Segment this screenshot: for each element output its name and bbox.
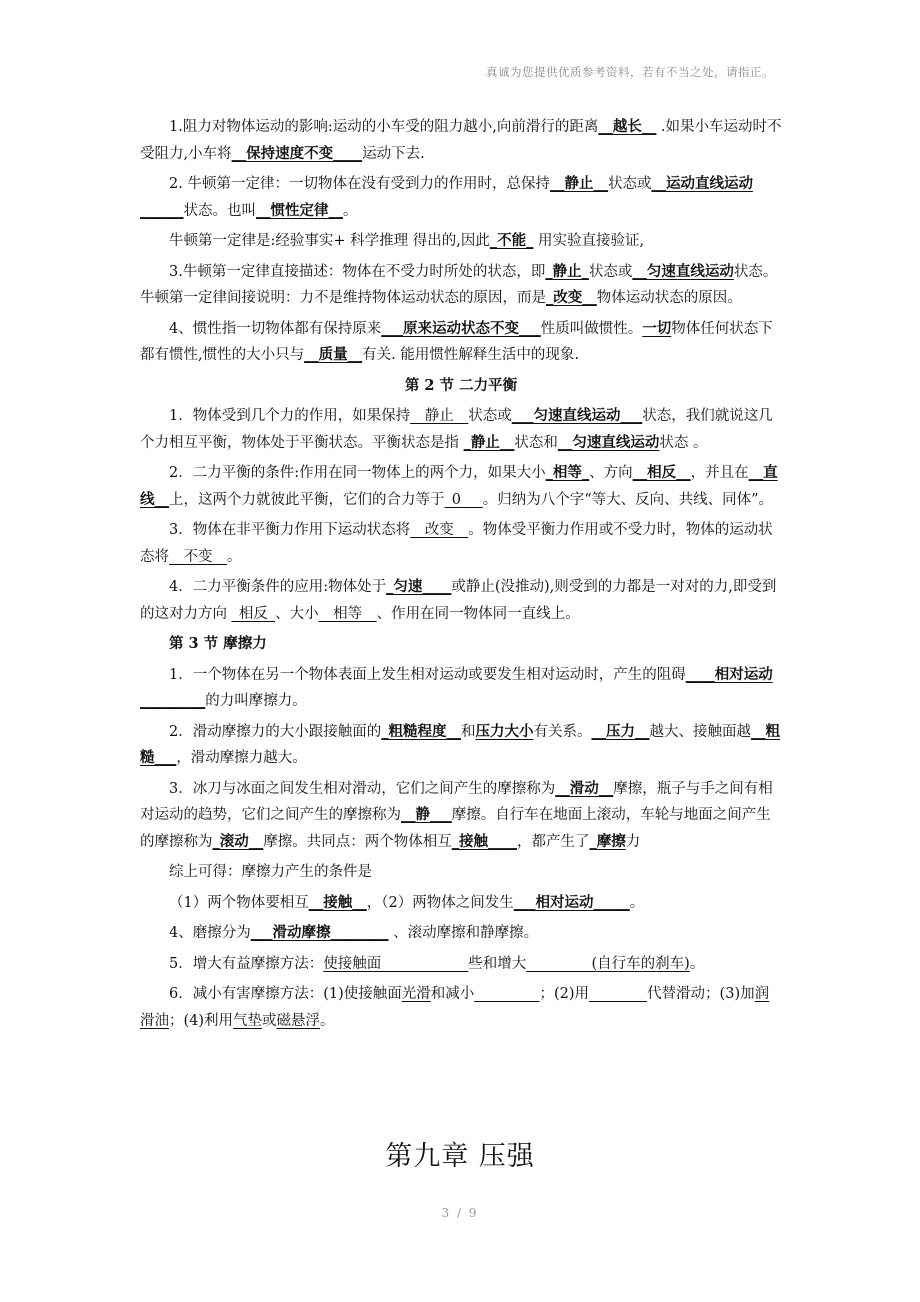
answer-blank: _静止__	[463, 433, 515, 451]
text-run: 。	[629, 894, 645, 911]
text-run: 6．减小有害摩擦方法：(1)使接触面	[169, 986, 402, 1002]
answer-blank: _滚动__	[212, 832, 264, 850]
text-run: 5．增大有益摩擦方法：	[169, 955, 324, 972]
text-run: ；(2)用	[539, 986, 590, 1002]
text-run: 摩擦，瓶子与手之间有相对运动的趋势，它们之间产生的摩擦称为	[140, 780, 773, 823]
text-run: ，滑动摩擦力越大。	[176, 750, 307, 766]
answer-blank: __粗糙___	[140, 722, 780, 766]
text-run: 。	[689, 955, 705, 972]
paragraph	[140, 259, 782, 312]
section-heading	[140, 373, 782, 400]
chapter-title: 第九章 压强	[385, 1141, 535, 1172]
answer-blank: ___滑动摩擦________	[250, 924, 389, 941]
text-run: 摩擦。共同点：两个物体相互	[263, 833, 452, 850]
text-run: 物体运动状态的原因。	[596, 290, 742, 306]
answer-blank: _接触____	[451, 832, 517, 850]
text-run: 越大、接触面越	[649, 723, 751, 740]
answer-blank: 一切	[642, 319, 672, 337]
answer-blank: ________	[589, 986, 648, 1002]
answer-blank: _0___	[444, 491, 483, 508]
header-note: 真诚为您提供优质参考资料，若有不当之处，请指正。	[486, 65, 774, 79]
answer-blank: __滑动__	[555, 779, 614, 797]
answer-blank: _________	[474, 986, 540, 1002]
answer-blank: __运动直线运动______	[140, 175, 753, 219]
answer-blank: 润滑油	[140, 986, 770, 1029]
answer-blank: 气垫	[233, 1012, 263, 1029]
text-run: 性质叫做惯性。	[540, 320, 643, 337]
text-run: 、方向	[589, 465, 633, 481]
text-run: 状态，我们就说这几个力相互平衡，物体处于平衡状态。平衡状态是指	[140, 408, 773, 451]
paragraph	[140, 890, 782, 917]
answer-blank: _粗糙程度__	[381, 722, 461, 740]
paragraph	[140, 574, 782, 627]
paragraph	[140, 951, 782, 978]
paragraph	[140, 460, 782, 513]
answer-blank: __相等__	[318, 605, 377, 622]
answer-blank: __压力__	[591, 722, 650, 740]
answer-blank: _________	[526, 955, 592, 972]
answer-blank: __越长__	[598, 118, 657, 135]
text-run: 状态。牛顿第一定律间接说明：力不是维持物体运动状态的原因，而是	[140, 263, 778, 306]
text-run: 的力叫摩擦力。	[205, 693, 307, 709]
answer-blank: ___原来运动状态不变___	[381, 319, 541, 337]
answer-blank: __匀速直线运动	[632, 262, 734, 280]
text-run: ，（2）两物体之间发生	[366, 894, 514, 911]
answer-blank: _相反_	[231, 605, 276, 622]
text-run: 运动下去.	[362, 145, 425, 162]
answer-blank: 光滑	[401, 986, 431, 1002]
text-run: 。	[343, 202, 358, 219]
text-run: 状态或	[468, 408, 512, 424]
paragraph	[140, 719, 782, 772]
text-run: 状态或	[588, 263, 633, 280]
text-run: 、大小	[275, 605, 319, 622]
text-run: 2. 牛顿第一定律：一切物体在没有受到力的作用时，总保持	[169, 176, 550, 192]
paragraph	[140, 517, 782, 570]
answer-blank: ___相对运动_____	[513, 893, 630, 911]
text-run: 些和增大	[468, 955, 527, 972]
text-run: 4、磨擦分为	[169, 925, 251, 941]
answer-blank: __接触__	[308, 893, 367, 911]
text-run: 状态或	[607, 176, 652, 192]
answer-blank: _不能_	[489, 232, 534, 249]
text-run: 综上可得：摩擦力产生的条件是	[169, 864, 372, 880]
answer-blank: 压力大小	[475, 722, 534, 740]
text-run: 有关系。	[533, 723, 592, 740]
text-run: 状态和	[514, 434, 558, 451]
page-number: 3 / 9	[441, 1206, 479, 1220]
text-run: 和	[460, 723, 476, 740]
answer-blank: ___匀速直线运动___	[511, 407, 643, 424]
text-run: 1．物体受到几个力的作用，如果保持	[169, 408, 411, 424]
paragraph	[140, 981, 782, 1034]
text-run: 3．冰刀与冰面之间发生相对滑动，它们之间产生的摩擦称为	[169, 780, 556, 797]
text-run: 。	[320, 1012, 335, 1029]
paragraph	[140, 859, 782, 886]
text-run: 3．物体在非平衡力作用下运动状态将	[169, 522, 411, 538]
answer-blank: _匀速____	[386, 578, 452, 595]
text-run: 4．二力平衡条件的应用:物体处于	[169, 579, 387, 595]
answer-blank: (自行车的刹车)	[591, 955, 690, 972]
answer-blank: __质量__	[304, 346, 363, 363]
answer-blank: 磁悬浮	[276, 1012, 321, 1029]
text-run: .如果小车运动时不受阻力,小车将	[140, 119, 782, 162]
answer-blank: __静___	[401, 806, 452, 823]
text-run: 3.牛顿第一定律直接描述：物体在不受力时所处的状态，即	[169, 263, 546, 280]
text-run: 、滚动摩擦和静摩擦。	[388, 925, 539, 941]
text-run: （1）两个物体要相互	[169, 894, 309, 911]
text-run: 。物体受平衡力作用或不受力时，物体的运动状态将	[140, 522, 773, 565]
text-run: 牛顿第一定律是:经验事实+ 科学推理 得出的,因此	[169, 233, 490, 249]
paragraph	[140, 316, 782, 369]
answer-blank: _静止_	[545, 262, 589, 280]
answer-blank: _摩擦	[589, 832, 626, 850]
text-run: 代替滑动；(3)加	[647, 986, 755, 1002]
text-run: 物体任何状态下都有惯性,惯性的大小只与	[140, 320, 773, 363]
answer-blank: ____相对运动_________	[140, 665, 773, 709]
answer-blank: __改变__	[410, 522, 469, 538]
text-run: 和减小	[430, 986, 475, 1002]
text-run: ，并且在	[690, 465, 749, 481]
answer-blank: __静止__	[410, 408, 469, 424]
text-run: 有关. 能用惯性解释生活中的现象.	[362, 347, 579, 363]
answer-blank: __相反__	[632, 464, 691, 481]
answer-blank: __静止__	[549, 175, 608, 192]
document-body	[140, 114, 782, 1038]
text-run: 上，这两个力就彼此平衡，它们的合力等于	[169, 491, 445, 508]
text-run: ；(4)利用	[169, 1012, 234, 1029]
answer-blank: __匀速直线运动	[557, 433, 660, 451]
text-run: 或	[262, 1012, 277, 1029]
text-run: ，都产生了	[517, 833, 590, 850]
paragraph	[140, 171, 782, 224]
text-run: 摩擦。自行车在地面上滚动，车轮与地面之间产生的摩擦称为	[140, 807, 771, 850]
paragraph	[140, 114, 782, 167]
paragraph	[140, 403, 782, 456]
text-run: 力	[625, 833, 641, 850]
text-run: 状态。也叫	[183, 202, 256, 219]
answer-blank: __保持速度不变____	[231, 144, 363, 162]
section-heading	[140, 631, 782, 658]
text-run: 。	[227, 548, 242, 565]
text-run: 用实验直接验证,	[533, 233, 645, 249]
text-run: 第 2 节 二力平衡	[404, 376, 518, 394]
paragraph	[140, 776, 782, 856]
answer-blank: _改变__	[546, 289, 597, 306]
text-run: 状态 。	[659, 434, 708, 451]
answer-blank: _相等_	[545, 464, 590, 481]
paragraph	[140, 920, 782, 947]
text-run: 1．一个物体在另一个物体表面上发生相对运动或要发生相对运动时，产生的阻碍	[169, 666, 686, 683]
answer-blank: __不变__	[169, 548, 227, 565]
answer-blank: 使接触面____________	[323, 955, 469, 972]
answer-blank: __惯性定律__	[256, 201, 343, 219]
paragraph	[140, 228, 782, 255]
text-run: 第 3 节 摩擦力	[169, 635, 267, 652]
text-run: 4、惯性指一切物体都有保持原来	[169, 320, 382, 337]
text-run: 。归纳为八个字“等大、反向、共线、同体”。	[482, 491, 774, 508]
answer-blank: __直线__	[140, 464, 778, 508]
text-run: 2．滑动摩擦力的大小跟接触面的	[169, 723, 382, 740]
paragraph	[140, 662, 782, 715]
text-run: 2．二力平衡的条件:作用在同一物体上的两个力，如果大小	[169, 465, 546, 481]
text-run: 1.阻力对物体运动的影响:运动的小车受的阻力越小,向前滑行的距离	[169, 119, 599, 135]
text-run: 、作用在同一物体同一直线上。	[376, 605, 580, 622]
text-run: 或静止(没推动),则受到的力都是一对对的力,即受到的这对力方向	[140, 579, 777, 622]
